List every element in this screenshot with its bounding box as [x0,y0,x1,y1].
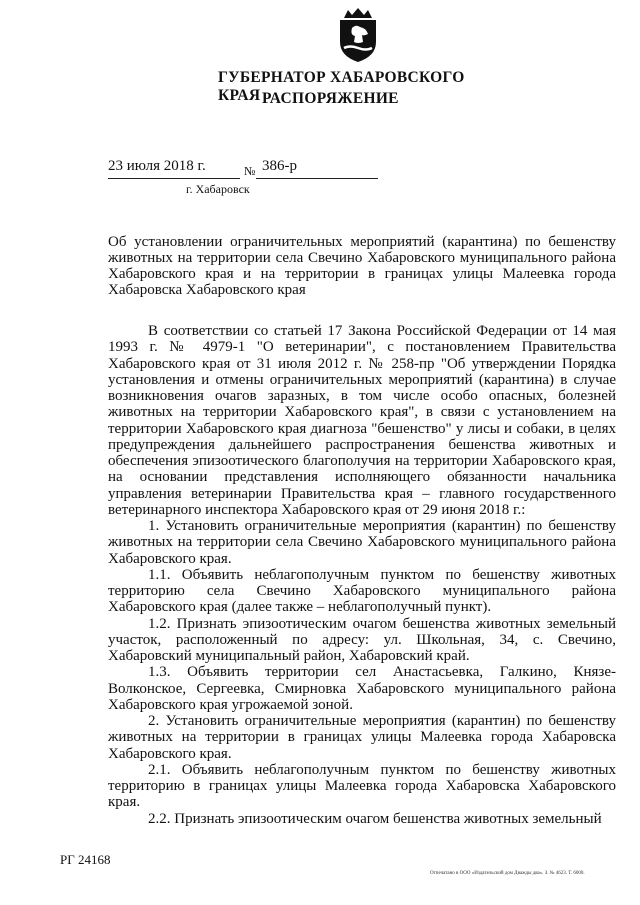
document-title: Об установлении ограничительных мероприятий (карантина) по бешенству животных на территории села Свечино Хабаровского муниципального района Хабаровского края и на территории в границах улицы Малеевка города Хабаровска Хабаровского края [108,234,616,298]
paragraph-item-2-2: 2.2. Признать эпизоотическим очагом бешенства животных земельный [148,810,602,827]
number-sign: № [244,164,256,178]
coat-of-arms-icon [330,6,386,64]
document-code: РГ 24168 [60,852,111,867]
paragraph-item-1: 1. Установить ограничительные мероприятия (карантин) по бешенству животных на территории села Свечино Хабаровского муниципального района Хабаровского края. [108,518,616,567]
paragraph-item-1-3: 1.3. Объявить территории сел Анастасьевка, Галкино, Князе-Волконское, Сергеевка, Смирновка Хабаровского муниципального района Хабаровского края угрожаемой зоной. [108,664,616,713]
document-city: г. Хабаровск [186,182,250,196]
number-underline [256,178,378,179]
document-number: 386-р [262,158,297,174]
document-type: РАСПОРЯЖЕНИЕ [262,90,399,107]
document-body [108,323,616,827]
paragraph-item-1-1: 1.1. Объявить неблагополучным пунктом по бешенству животных территорию села Свечино Хабаровского муниципального района Хабаровского края (далее также – неблагополучный пункт). [108,566,616,616]
date-underline [108,178,240,179]
paragraph-item-2-1: 2.1. Объявить неблагополучным пунктом по бешенству животных территорию в границах улицы Малеевка города Хабаровска Хабаровского края. [108,761,616,811]
issuer-title: ГУБЕРНАТОР ХАБАРОВСКОГО КРАЯ [218,69,465,104]
document-date: 23 июля 2018 г. [108,158,206,174]
printer-note: Отпечатано в ООО «Издательский дом Дважды два». З. № 4623. Т. 6000. [430,871,585,876]
paragraph-item-1-2: 1.2. Признать эпизоотическим очагом бешенства животных земельный участок, расположенный по адресу: ул. Школьная, 34, с. Свечино, Хабаровский муниципальный район, Хабаровский край. [108,615,616,664]
paragraph-preamble: В соответствии со статьей 17 Закона Российской Федерации от 14 мая 1993 г. № 4979-1 "О ветеринарии", с постановлением Правительства Хабаровского края от 31 июля 2012 г. № 258-пр "Об утверждении Порядка установления и отмены ограничительных мероприятий (карантина) в случае возникновения очагов заразных, в том числе особо опасных, болезней животных на территории Хабаровского края", в связи с установлением на территории Хабаровского края диагноза "бешенство" у лисы и собаки, в целях предупреждения дальнейшего распространения бешенства животных и обеспечения эпизоотического благополучия на территории Хабаровского края, на основании представления исполняющего обязанности начальника управления ветеринарии Правительства края – главного государственного ветеринарного инспектора Хабаровского края от 29 июня 2018 г.: [108,323,616,518]
paragraph-item-2: 2. Установить ограничительные мероприятия (карантин) по бешенству животных на территории в границах улицы Малеевка города Хабаровска Хабаровского края. [108,713,616,762]
